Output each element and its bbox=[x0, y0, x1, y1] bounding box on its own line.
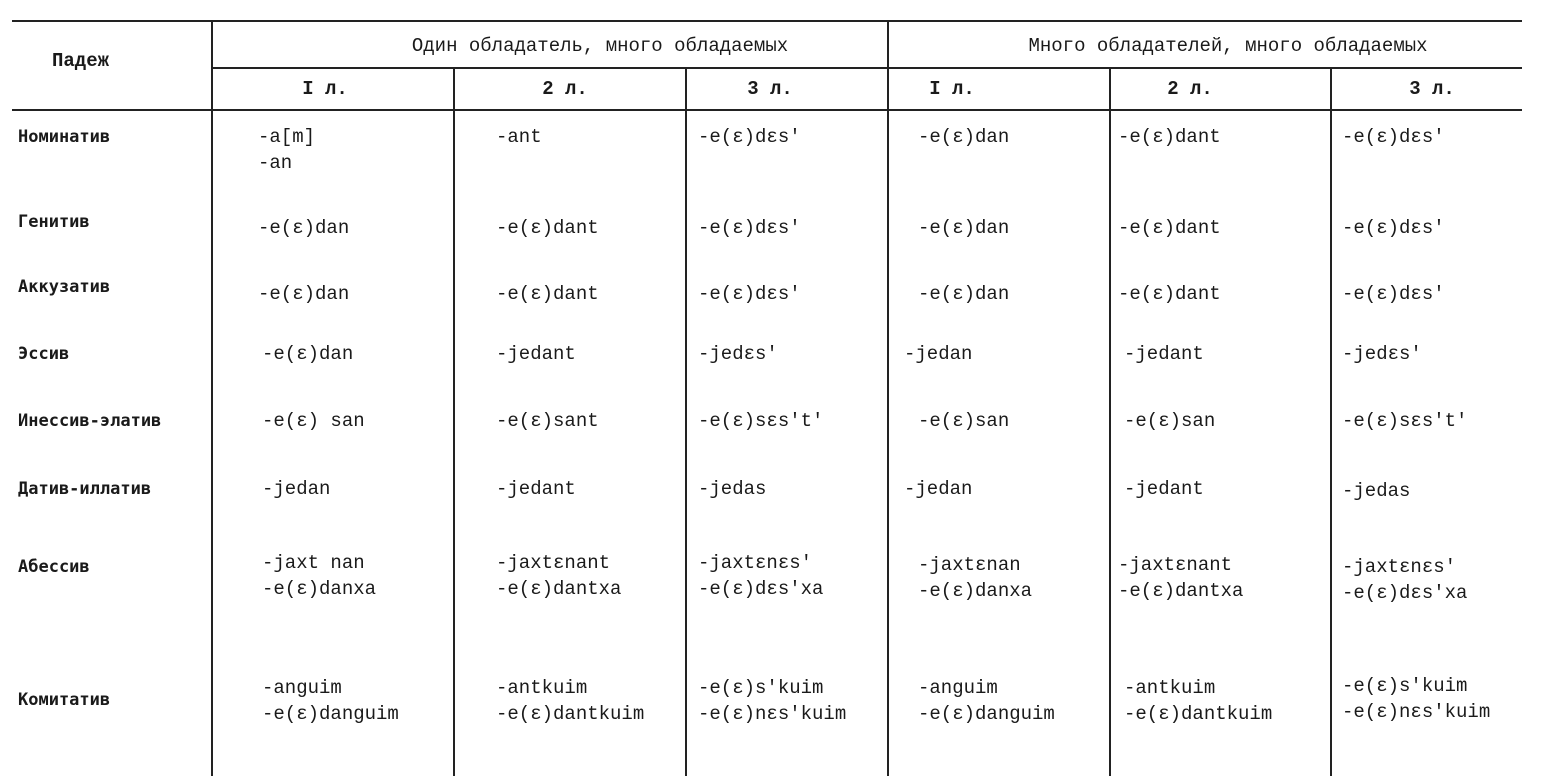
person-header: 3 л. bbox=[747, 78, 793, 100]
table-cell: -e(ε)dan bbox=[258, 283, 350, 305]
case-label: Аккузатив bbox=[18, 277, 111, 297]
table-cell: -jaxt nan -e(ε)danxa bbox=[262, 552, 377, 600]
header-sub-rule bbox=[212, 67, 1522, 69]
table-cell: -antkuim -e(ε)dantkuim bbox=[1124, 677, 1273, 725]
person-header: 3 л. bbox=[1409, 78, 1455, 100]
table-cell: -jedas bbox=[1342, 480, 1411, 502]
case-header: Падеж bbox=[52, 50, 110, 72]
table-cell: -e(ε)dan bbox=[918, 283, 1010, 305]
table-cell: -e(ε)dant bbox=[496, 217, 599, 239]
case-label: Генитив bbox=[18, 212, 90, 232]
group-header-multiple-possessors: Много обладателей, много обладаемых bbox=[1028, 35, 1428, 57]
col-divider-1 bbox=[453, 67, 455, 776]
table-cell: -e(ε)dan bbox=[262, 343, 354, 365]
case-label: Номинатив bbox=[18, 127, 111, 147]
table-cell: -jedant bbox=[1124, 478, 1204, 500]
case-label: Эссив bbox=[18, 344, 70, 364]
table-cell: -e(ε)dεs' bbox=[1342, 217, 1445, 239]
table-cell: -jaxtεnant -e(ε)dantxa bbox=[1118, 554, 1244, 602]
case-label: Абессив bbox=[18, 557, 90, 577]
table-cell: -e(ε)s'kuim -e(ε)nεs'kuim bbox=[1342, 675, 1491, 723]
col-divider-2 bbox=[685, 67, 687, 776]
table-cell: -e(ε)dan bbox=[258, 217, 350, 239]
table-cell: -e(ε)s'kuim -e(ε)nεs'kuim bbox=[698, 677, 847, 725]
group-header-single-possessor: Один обладатель, много обладаемых bbox=[411, 35, 789, 57]
table-cell: -e(ε)dan bbox=[918, 217, 1010, 239]
table-top-rule bbox=[12, 20, 1522, 22]
person-header: 2 л. bbox=[542, 78, 588, 100]
table-cell: -e(ε)dant bbox=[1118, 283, 1221, 305]
table-cell: -e(ε)dant bbox=[496, 283, 599, 305]
table-cell: -anguim -e(ε)danguim bbox=[918, 677, 1055, 725]
table-cell: -anguim -e(ε)danguim bbox=[262, 677, 399, 725]
table-cell: -jedεs' bbox=[1342, 343, 1422, 365]
table-cell: -jedant bbox=[496, 478, 576, 500]
table-cell: -jedant bbox=[496, 343, 576, 365]
table-cell: -jaxtεnεs' -e(ε)dεs'xa bbox=[1342, 556, 1468, 604]
case-label: Инессив-элатив bbox=[18, 411, 162, 431]
table-cell: -antkuim -e(ε)dantkuim bbox=[496, 677, 645, 725]
person-header: I л. bbox=[929, 78, 975, 100]
case-label: Комитатив bbox=[18, 690, 111, 710]
table-cell: -e(ε)san bbox=[918, 410, 1010, 432]
table-cell: -jedas bbox=[698, 478, 767, 500]
table-cell: -jaxtεnεs' -e(ε)dεs'xa bbox=[698, 552, 824, 600]
table-cell: -jaxtεnant -e(ε)dantxa bbox=[496, 552, 622, 600]
table-cell: -jedan bbox=[904, 343, 973, 365]
person-header: 2 л. bbox=[1167, 78, 1213, 100]
table-cell: -e(ε)dεs' bbox=[1342, 283, 1445, 305]
table-cell: -e(ε)dεs' bbox=[698, 217, 801, 239]
person-header: I л. bbox=[302, 78, 348, 100]
table-cell: -e(ε)san bbox=[1124, 410, 1216, 432]
table-cell: -jaxtεnan -e(ε)danxa bbox=[918, 554, 1033, 602]
table-cell: -e(ε)sεs't' bbox=[1342, 410, 1468, 432]
table-cell: -jedan bbox=[262, 478, 331, 500]
table-cell: -e(ε)dεs' bbox=[698, 283, 801, 305]
table-cell: -e(ε)dεs' bbox=[1342, 126, 1445, 148]
table-cell: -jedant bbox=[1124, 343, 1204, 365]
table-cell: -e(ε)sant bbox=[496, 410, 599, 432]
table-cell: -e(ε)dan bbox=[918, 126, 1010, 148]
table-cell: -ant bbox=[496, 126, 542, 148]
case-column-divider bbox=[211, 20, 213, 776]
group-divider bbox=[887, 20, 889, 776]
table-cell: -e(ε)dant bbox=[1118, 126, 1221, 148]
table-cell: -jedεs' bbox=[698, 343, 778, 365]
table-cell: -e(ε)sεs't' bbox=[698, 410, 824, 432]
table-cell: -jedan bbox=[904, 478, 973, 500]
col-divider-4 bbox=[1109, 67, 1111, 776]
col-divider-5 bbox=[1330, 67, 1332, 776]
table-cell: -e(ε)dεs' bbox=[698, 126, 801, 148]
table-cell: -e(ε) san bbox=[262, 410, 365, 432]
case-label: Датив-иллатив bbox=[18, 479, 152, 499]
table-cell: -e(ε)dant bbox=[1118, 217, 1221, 239]
table-cell: -a[m] -an bbox=[258, 126, 316, 174]
header-bottom-rule bbox=[12, 109, 1522, 111]
